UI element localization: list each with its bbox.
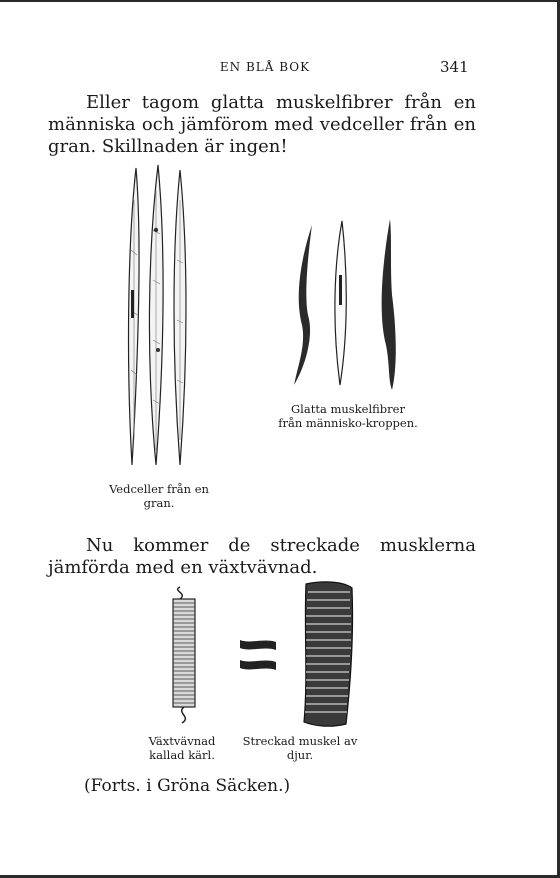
continuation-note: (Forts. i Gröna Säcken.) — [84, 776, 291, 796]
scan-edge-top — [0, 0, 560, 2]
equals-sign-illustration — [236, 636, 280, 676]
smooth-muscle-fibres-illustration — [282, 215, 410, 395]
paragraph-intro: Eller tagom glatta muskelfibrer från en människa och jämförom med vedceller från en gran. Skillnaden är ingen! — [48, 92, 476, 157]
caption-striated-muscle: Streckad muskel av djur. — [242, 734, 358, 762]
plant-vessel-illustration — [166, 585, 202, 725]
spruce-cells-illustration — [118, 160, 198, 470]
caption-spruce-cells: Vedceller från en gran. — [109, 482, 209, 510]
running-title: EN BLÅ BOK — [219, 60, 311, 74]
page-number: 341 — [440, 58, 469, 76]
caption-smooth-muscle: Glatta muskelfibrer från människo-kroppen. — [278, 402, 418, 430]
striated-muscle-illustration — [296, 578, 358, 730]
caption-plant-vessel: Växtvävnad kallad kärl. — [148, 734, 216, 762]
paragraph-striated: Nu kommer de streckade musklerna jämförda med en växtvävnad. — [48, 535, 476, 578]
